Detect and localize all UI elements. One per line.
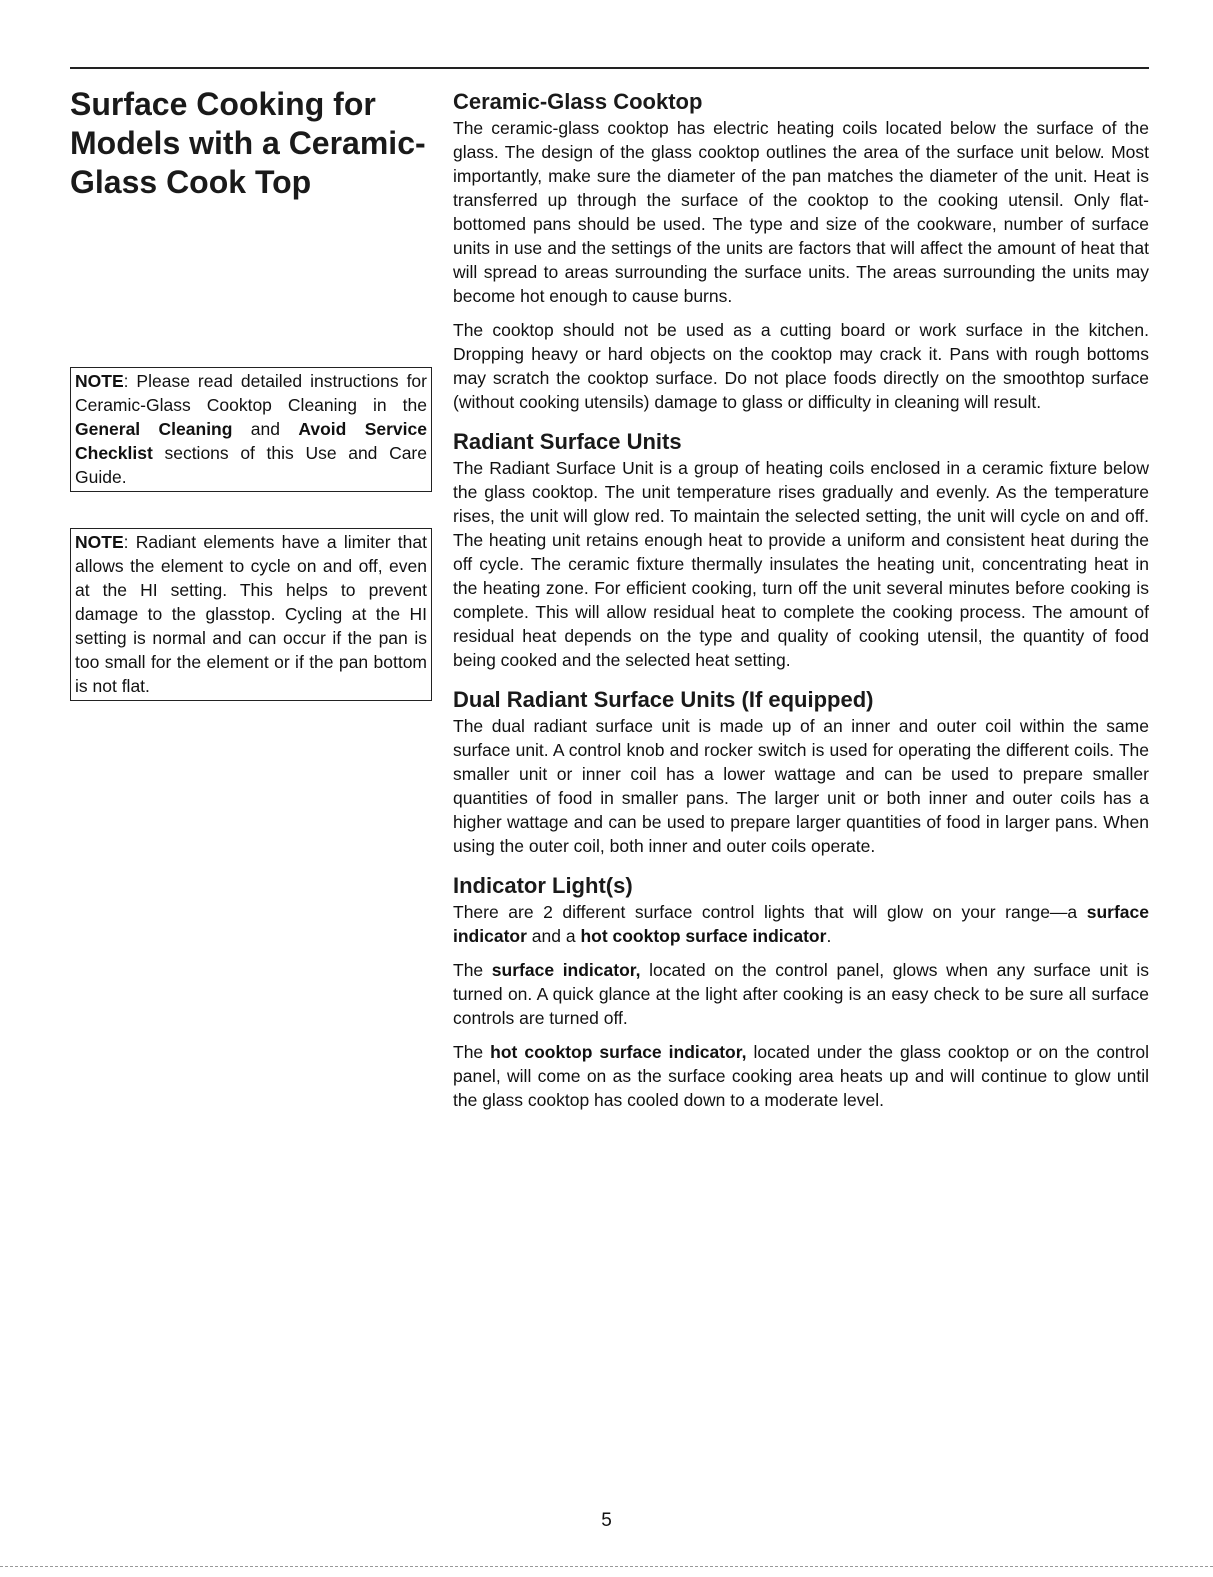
section-ceramic-glass-cooktop — [453, 88, 1149, 414]
page-title: Surface Cooking for Models with a Ceramic-Glass Cook Top — [70, 86, 426, 200]
section-heading: Radiant Surface Units — [453, 429, 682, 454]
paragraph — [453, 958, 1149, 1030]
note-cleaning-instructions — [70, 367, 432, 492]
text: The — [453, 1042, 491, 1062]
text: located under the glass cooktop or on the control panel, will come on as the surface cooking area heats up and will continue to glow until the glass cooktop has cooled down to a moderate level. — [453, 1042, 1149, 1110]
section-heading: Indicator Light(s) — [453, 873, 633, 898]
right-column — [453, 88, 1149, 1112]
note-text: sections of this Use and Care Guide. — [75, 443, 427, 487]
bold-hot-cooktop-surface-indicator: hot cooktop surface indicator — [580, 926, 827, 946]
section-heading: Dual Radiant Surface Units (If equipped) — [453, 687, 874, 712]
note-bold-general-cleaning: General Cleaning — [75, 419, 233, 439]
text: . — [826, 926, 832, 946]
bold-surface-indicator: surface indicator, — [491, 960, 641, 980]
bold-hot-cooktop-surface-indicator: hot cooktop surface indicator, — [490, 1042, 747, 1062]
spacer — [453, 414, 1149, 428]
note-bold-avoid-service-checklist: Avoid Service Checklist — [75, 419, 427, 463]
paragraph — [453, 1040, 1149, 1112]
spacer — [453, 858, 1149, 872]
paragraph: The dual radiant surface unit is made up of an inner and outer coil within the same surface unit. A control knob and rocker switch is used for operating the different coils. The smaller unit or inner coil has a lower wattage and can be used to prepare smaller quantities of food in smaller pans. The larger unit or both inner and outer coils has a higher wattage and can be used to prepare larger quantities of food in larger pans. When using the outer coil, both inner and outer coils operate. — [453, 716, 1149, 856]
bold-surface-indicator: surface indicator — [453, 902, 1149, 946]
paragraph — [453, 900, 1149, 948]
spacer — [453, 672, 1149, 686]
top-rule — [70, 67, 1149, 69]
text: located on the control panel, glows when any surface unit is turned on. A quick glance at the light after cooking is an easy check to be sure all surface controls are turned off. — [453, 960, 1149, 1028]
text: and a — [526, 926, 581, 946]
page-number: 5 — [601, 1510, 612, 1531]
note-label: NOTE — [75, 532, 124, 552]
note-text: : Radiant elements have a limiter that allows the element to cycle on and off, even at the HI setting. This helps to prevent damage to the glasstop. Cycling at the HI setting is normal and can occur if the pan is too small for the element or if the pan bottom is not flat. — [75, 532, 427, 696]
note-radiant-limiter — [70, 528, 432, 701]
bottom-rule — [0, 1566, 1213, 1567]
paragraph: The ceramic-glass cooktop has electric heating coils located below the surface of the glass. The design of the glass cooktop outlines the area of the surface unit below. Most importantly, make sure the diameter of the pan matches the diameter of the unit. Heat is transferred up through the surface of the cooktop to the cooking utensil. Only flat-bottomed pans should be used. The type and size of the cookware, number of surface units in use and the settings of the units are factors that will affect the amount of heat that will spread to areas surrounding the surface units. The areas surrounding the units may become hot enough to cause burns. — [453, 118, 1149, 306]
note-text: : Please read detailed instructions for Ceramic-Glass Cooktop Cleaning in the — [75, 371, 427, 415]
note-text: and — [232, 419, 299, 439]
paragraph: The cooktop should not be used as a cutting board or work surface in the kitchen. Dropping heavy or hard objects on the cooktop may crack it. Pans with rough bottoms may scratch the cooktop surface. Do not place foods directly on the smoothtop surface (without cooking utensils) damage to glass or difficulty in cleaning will result. — [453, 320, 1149, 412]
section-heading: Ceramic-Glass Cooktop — [453, 89, 703, 114]
section-indicator-lights — [453, 872, 1149, 1112]
section-radiant-surface-units — [453, 428, 1149, 672]
section-dual-radiant-surface-units — [453, 686, 1149, 858]
left-column — [70, 85, 432, 202]
note-label: NOTE — [75, 371, 124, 391]
text: There are 2 different surface control lights that will glow on your range—a — [453, 902, 1087, 922]
text: The — [453, 960, 492, 980]
paragraph: The Radiant Surface Unit is a group of heating coils enclosed in a ceramic fixture below the glass cooktop. The unit temperature rises gradually and evenly. As the temperature rises, the unit will glow red. To maintain the selected setting, the unit will cycle on and off. The heating unit retains enough heat to provide a uniform and consistent heat during the off cycle. The ceramic fixture thermally insulates the heating unit, concentrating heat in the heating zone. For efficient cooking, turn off the unit several minutes before cooking is complete. This will allow residual heat to complete the cooking process. The amount of residual heat depends on the type and quality of cooking utensil, the quantity of food being cooked and the selected heat setting. — [453, 458, 1149, 670]
